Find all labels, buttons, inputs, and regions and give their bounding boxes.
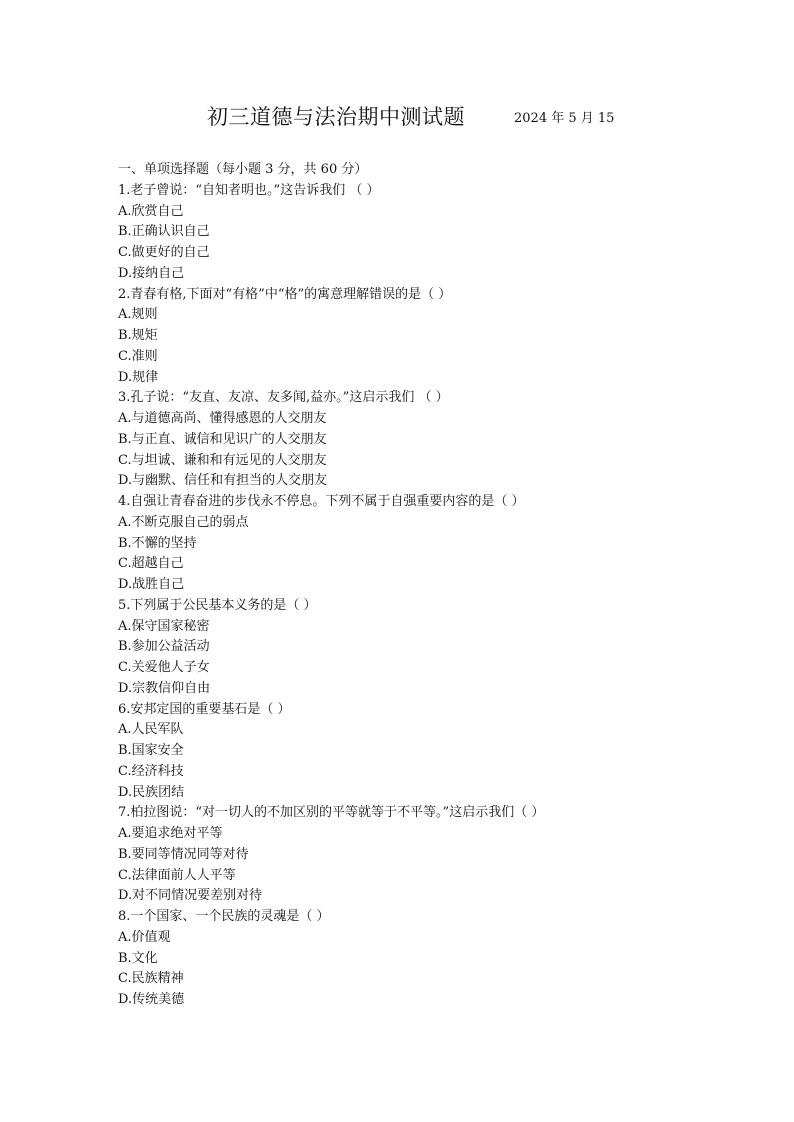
option-b: B.参加公益活动: [118, 639, 210, 655]
question-7: [118, 803, 758, 907]
option-d: D.对不同情况要差别对待: [118, 888, 263, 904]
exam-date: 2024 年 5 月 15: [514, 111, 615, 126]
question-stem: 4.自强让青春奋进的步伐永不停息。下列不属于自强重要内容的是（ ）: [118, 494, 525, 509]
option-a: A.规则: [118, 307, 158, 323]
exam-content: [118, 160, 758, 1011]
option-d: D.战胜自己: [118, 577, 185, 592]
option-b: B.正确认识自己: [118, 224, 210, 240]
option-b: B.规矩: [118, 328, 158, 343]
option-d: D.民族团结: [118, 784, 185, 800]
option-c: C.法律面前人人平等: [118, 867, 236, 883]
question-8: [118, 907, 758, 1011]
question-stem: 6.安邦定国的重要基石是（ ）: [118, 701, 291, 717]
option-c: C.民族精神: [118, 971, 184, 987]
section-heading: 一、单项选择题（每小题 3 分，共 60 分）: [118, 162, 368, 177]
option-b: B.文化: [118, 950, 158, 966]
option-c: C.与坦诚、谦和和有远见的人交朋友: [118, 452, 327, 468]
option-d: D.宗教信仰自由: [118, 680, 211, 696]
option-a: A.与道德高尚、懂得感恩的人交朋友: [118, 411, 327, 426]
question-6: [118, 700, 758, 804]
option-a: A.要追求绝对平等: [118, 826, 223, 841]
option-c: C.做更好的自己: [118, 245, 210, 260]
option-c: C.经济科技: [118, 763, 184, 779]
option-a: A.欣赏自己: [118, 203, 184, 219]
option-d: D.规律: [118, 369, 159, 385]
question-stem: 2.青春有格,下面对“有格”中“格”的寓意理解错误的是（ ）: [118, 286, 452, 302]
option-b: B.要同等情况同等对待: [118, 846, 249, 862]
exam-title: 初三道德与法治期中测试题: [207, 105, 465, 129]
option-b: B.与正直、诚信和见识广的人交朋友: [118, 431, 327, 447]
question-2: [118, 285, 758, 389]
question-1: [118, 181, 758, 285]
option-a: A.不断克服自己的弱点: [118, 514, 249, 530]
option-c: C.准则: [118, 348, 158, 364]
option-a: A.保守国家秘密: [118, 618, 210, 634]
question-stem: 7.柏拉图说：“对一切人的不加区别的平等就等于不平等。”这启示我们（ ）: [118, 805, 545, 821]
option-c: C.超越自己: [118, 556, 184, 572]
option-b: B.不懈的坚持: [118, 535, 197, 551]
option-b: B.国家安全: [118, 743, 184, 758]
question-3: [118, 388, 758, 492]
question-stem: 8.一个国家、一个民族的灵魂是（ ）: [118, 909, 330, 924]
option-c: C.关爱他人子女: [118, 660, 210, 675]
question-stem: 1.老子曾说：“自知者明也。”这告诉我们 （ ）: [118, 182, 380, 198]
question-4: [118, 492, 758, 596]
option-a: A.价值观: [118, 929, 171, 945]
option-d: D.传统美德: [118, 992, 185, 1007]
option-a: A.人民军队: [118, 722, 184, 738]
question-stem: 3.孔子说：“友直、友凉、友多闻,益亦。”这启示我们 （ ）: [118, 390, 449, 406]
option-d: D.接纳自己: [118, 265, 185, 281]
question-stem: 5.下列属于公民基本义务的是（ ）: [118, 597, 317, 613]
option-d: D.与幽默、信任和有担当的人交朋友: [118, 473, 328, 489]
question-5: [118, 596, 758, 700]
